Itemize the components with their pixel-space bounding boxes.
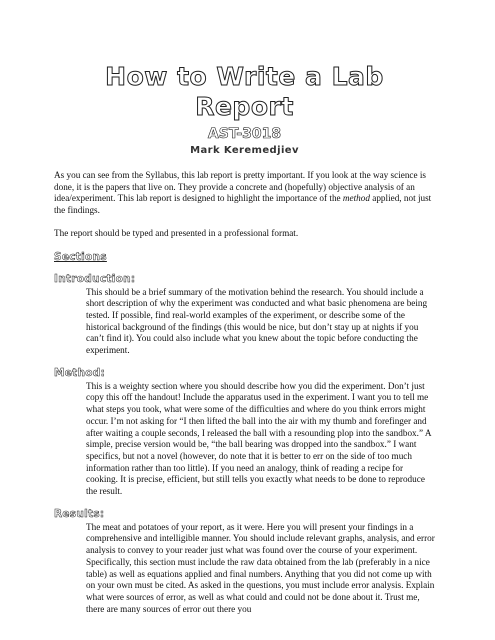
document-title: How to Write a Lab Report [105,62,384,121]
introduction-heading: Introduction: [54,272,136,285]
intro-text-before: As you can see from the Syllabus, this lab report is pretty important. If you look at the way science is done, it is the papers that live on. They provide a concrete and (hopefully) objective analysis of an idea/experiment. This lab report is designed to highlight the importance of the [54,170,427,204]
method-heading: Method: [54,366,106,379]
author-name: Mark Keremedjiev [190,145,299,156]
course-code: AST-3018 [207,126,282,142]
results-heading: Results: [54,507,105,520]
results-body: The meat and potatoes of your report, as it were. Here you will present your findings in a comprehensive and intelligible manner. You should include relevant graphs, analysis, and error analysis to convey to your reader just what was found over the course of your experiment. Specifically, this section must include the raw data obtained from the lab (preferably in a nice table) as well as equations applied and final numbers. Anything that you did not come up with on your own must be cited. As asked in the questions, you must include error analysis. Explain what were sources of error, as well as what could and could not be done about it. Trust me, there are many sources of error out there you [86,521,435,614]
intro-text-after: applied, not just the findings. [54,193,432,216]
intro-emphasis: method [342,193,370,204]
intro-paragraph [54,170,435,217]
sections-heading: Sections [54,250,107,263]
format-note: The report should be typed and presented in a professional format. [54,227,299,238]
method-body: This is a weighty section where you should describe how you did the experiment. Don’t just copy this off the handout! Include the apparatus used in the experiment. I want you to tell me what steps you took, what were some of the difficulties and where do you think errors might occur. I’m not asking for “I then lifted the ball into the air with my thumb and forefinger and after waiting a couple seconds, I released the ball with a resounding plop into the sandbox.” A simple, precise version would be, “the ball bearing was dropped into the sandbox.” I want specifics, but not a novel (however, do note that it is better to err on the side of too much information rather than too little). If you need an analogy, think of reading a recipe for cooking. It is precise, efficient, but still tells you exactly what needs to be done to reproduce the result. [86,380,431,497]
introduction-body: This should be a brief summary of the motivation behind the research. You should include a short description of why the experiment was conducted and what basic phenomena are being tested. If possible, find real-world examples of the experiment, or describe some of the historical background of the findings (this would be nice, but don’t stay up at nights if you can’t find it). You could also include what you knew about the topic before conducting the experiment. [86,286,428,356]
